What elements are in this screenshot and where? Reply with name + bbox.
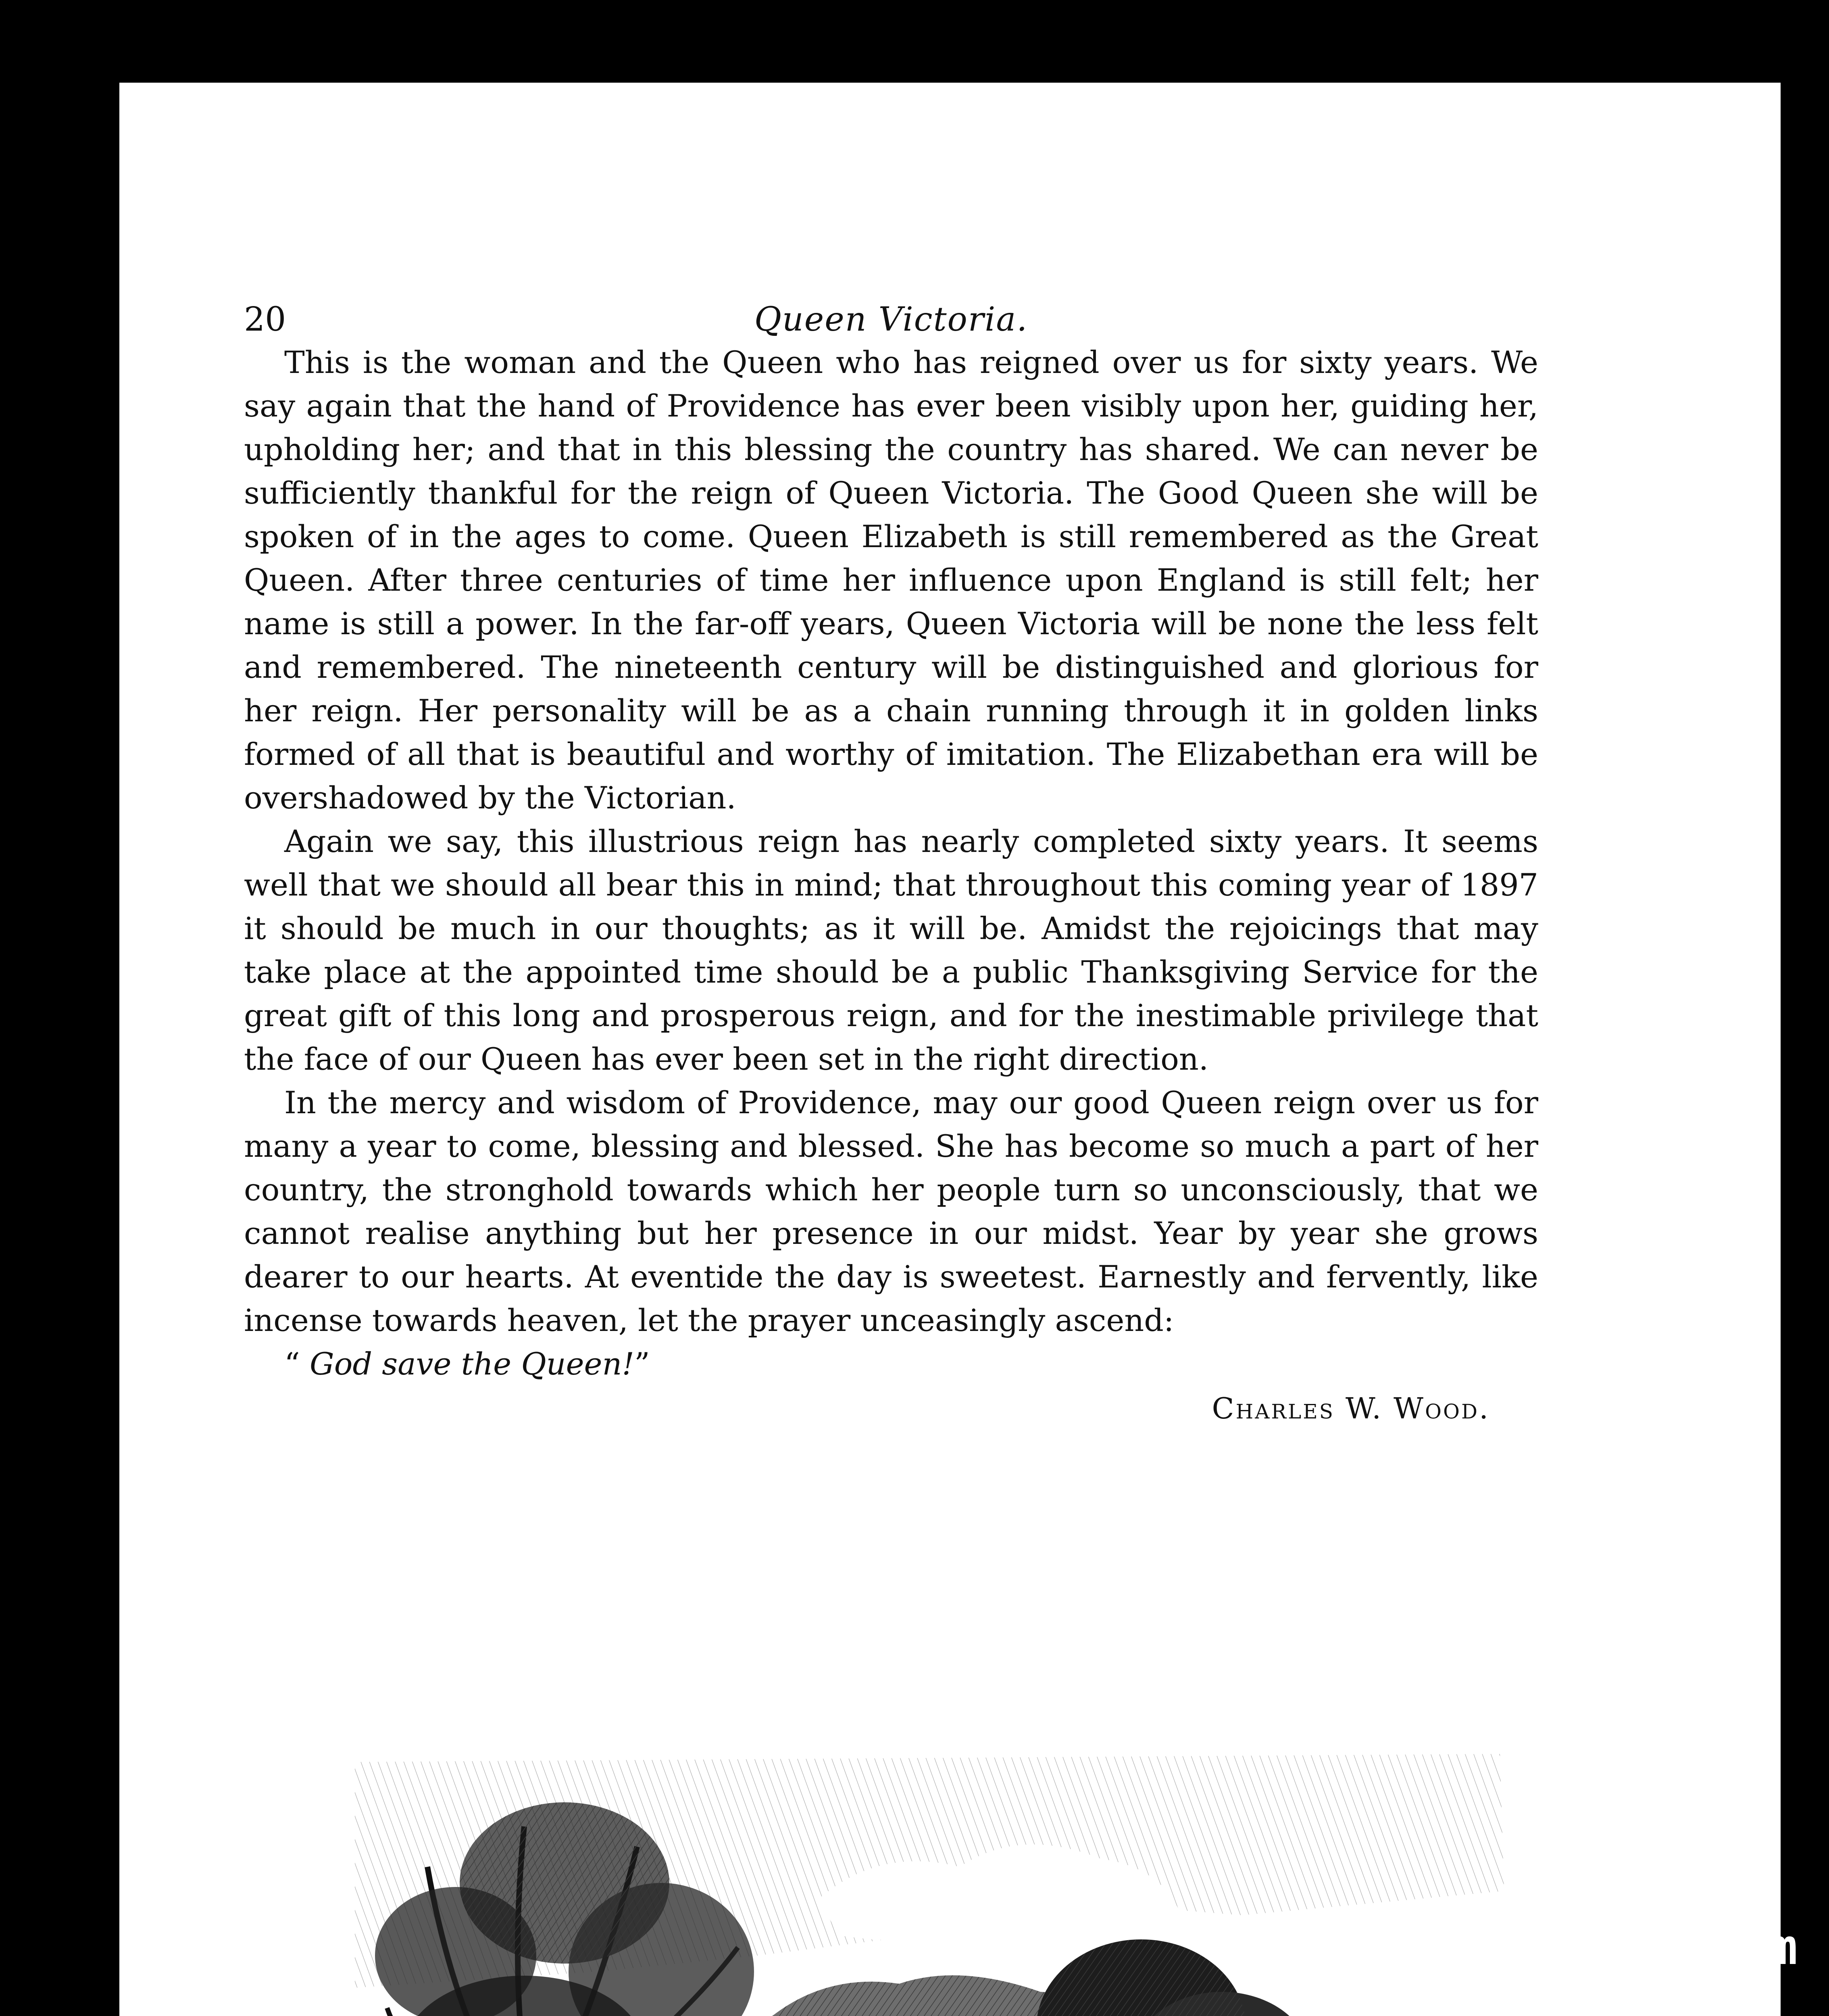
page-text bbox=[244, 296, 1538, 1431]
paragraph-1: This is the woman and the Queen who has reigned over us for sixty years. We say again that the hand of Providence has ever been visibly upon her, guiding her, upholding her; and that in this blessing the country has shared. We can never be sufficiently thankful for the reign of Queen Victoria. The Good Queen she will be spoken of in the ages to come. Queen Elizabeth is still remembered as the Great Queen. After three centuries of time her influence upon England is still felt; her name is still a power. In the far-off years, Queen Victoria will be none the less felt and remembered. The nineteenth century will be distinguished and glorious for her reign. Her personality will be as a chain running through it in golden links formed of all that is beautiful and worthy of imitation. The Elizabethan era will be overshadowed by the Victorian. bbox=[244, 344, 1538, 816]
running-title: Queen Victoria. bbox=[754, 300, 1028, 339]
closing-quote bbox=[244, 1342, 1538, 1386]
page-number: 20 bbox=[244, 300, 286, 339]
paragraph-2: Again we say, this illustrious reign has nearly completed sixty years. It seems well that we should all bear this in mind; that throughout this coming year of 1897 it should be much in our thoughts; as it will be. Amidst the rejoicings that may take place at the appointed time should be a public Thanksgiving Service for the great gift of this long and prosperous reign, and for the inestimable privilege that the face of our Queen has ever been set in the right direction. bbox=[244, 823, 1538, 1077]
quote-text: God save the Queen! bbox=[310, 1346, 635, 1382]
page-header bbox=[244, 296, 1538, 341]
paragraph-3: In the mercy and wisdom of Providence, may our good Queen reign over us for many a year to come, blessing and blessed. She has become so much a part of her country, the stronghold towards which her people turn so unconsciously, that we cannot realise anything but her presence in our midst. Year by year she grows dearer to our hearts. At eventide the day is sweetest. Earnestly and fervently, like incense towards heaven, let the prayer unceasingly ascend: bbox=[244, 1085, 1538, 1338]
author-signature: Charles W. Wood. bbox=[1212, 1391, 1490, 1425]
watermark: comicbooks.com bbox=[1367, 1918, 1799, 1976]
quote-open-mark: “ bbox=[284, 1346, 300, 1382]
quote-close-mark: ” bbox=[634, 1346, 650, 1382]
